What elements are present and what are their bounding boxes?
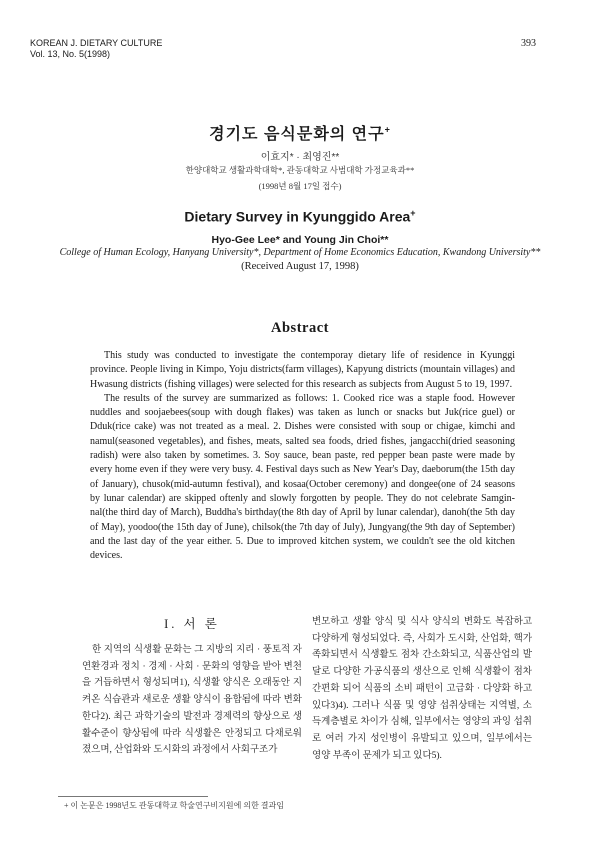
body-column-right xyxy=(312,614,532,764)
body-column-left xyxy=(82,642,302,759)
abstract-paragraph-1: This study was conducted to investigate the contemporay dietary life of residence in Kyunggi province. People living in Kimpo, Yoju districts(farm villages), Kapyung districts (mountain villages) and Hwasung districts (fishing villages) were selected for this research as subjects from August 5 to 19, 1997. xyxy=(90,350,515,390)
korean-title xyxy=(0,121,600,144)
english-title-text: Dietary Survey in Kyunggido Area xyxy=(184,208,411,225)
page-number: 393 xyxy=(521,38,536,49)
english-title xyxy=(0,208,600,225)
abstract-body xyxy=(90,349,515,563)
korean-title-mark: + xyxy=(384,124,391,135)
english-received-date: (Received August 17, 1998) xyxy=(241,261,359,272)
korean-received-date: (1998년 8월 17일 접수) xyxy=(258,181,342,191)
abstract-paragraph-2: The results of the survey are summarized as follows: 1. Cooked rice was a staple food. However nuddles and soojaebees(soup with dough flakes) was taken as lunch or snacks but Juk(rice guel) or Dduk(rice cake) was not treated as a meal. 2. Dishes were consisted with soup or chigae, kimchi and namul(seasoned vegetables), and fishes, meats, salted sea foods, dried fishes, jangacchi(dried seasoning radish) were also taken by sometimes. 3. Soy sauce, bean paste, red pepper bean paste were made by every home even if they were very busy. 4. Festival days such as New Year's Day, daeborum(the 15th day of January), chusok(mid-autumn festival), and kosaa(October ceremony) and dongee(one of 24 seasons by lunar calendar) are skipped oftenly and slowly forgotten by people. They do not celebrate Samgin-nal(the third day of March), Buddha's birthday(the 8th day of April by lunar calendar), danoh(the 5th day of May), yoodoo(the 15th day of June), chilsok(the 7th day of July), Jungyang(the 9th day of September) and the last day of the year either. 5. Due to improved kitchen system, we couldn't see the old kitchen devices. xyxy=(90,392,515,562)
footnote: + 이 논문은 1998년도 관동대학교 학술연구비지원에 의한 결과임 xyxy=(64,801,284,810)
english-affiliation: College of Human Ecology, Hanyang University*, Department of Home Economics Education, Kwandong University** xyxy=(59,247,541,258)
english-authors: Hyo-Gee Lee* and Young Jin Choi** xyxy=(211,234,389,246)
section-heading-introduction: I. 서 론 xyxy=(164,617,220,631)
korean-title-text: 경기도 음식문화의 연구 xyxy=(209,126,385,143)
journal-name: KOREAN J. DIETARY CULTURE xyxy=(30,38,163,48)
journal-volume: Vol. 13, No. 5(1998) xyxy=(30,49,111,59)
korean-authors: 이효지* · 최영진** xyxy=(260,152,340,163)
journal-header xyxy=(30,38,162,60)
footnote-divider xyxy=(58,796,208,797)
intro-paragraph-right: 변모하고 생활 양식 및 식사 양식의 변화도 복잡하고 다양하게 형성되었다. 즉, 사회가 도시화, 산업화, 핵가족화되면서 식생활도 점차 간소화되고, 식품산업의 발달로 다양한 가공식품의 생산으로 인해 식생활이 점차 간편화 되어 식품의 소비 패턴이 고급화 · 다양화 하고 있다3)4). 그러나 식품 및 영양 섭취상태는 지역별, 소득계층별로 차이가 심해, 일부에서는 영양의 과잉 섭취로 여러 가지 성인병이 유발되고 있으며, 일부에서는 영양 부족이 문제가 되고 있다5). xyxy=(312,617,532,761)
abstract-heading: Abstract xyxy=(271,320,329,336)
english-title-mark: + xyxy=(410,208,416,218)
korean-affiliation: 한양대학교 생활과학대학*, 관동대학교 사범대학 가정교육과** xyxy=(185,165,415,175)
intro-paragraph-left: 한 지역의 식생활 문화는 그 지방의 지리 · 풍토적 자연환경과 정치 · 경제 · 사회 · 문화의 영향을 받아 변천을 거듭하면서 형성되며1), 식생활 양식은 오래동안 지켜온 식습관과 새로운 생활 양식이 융합됨에 따라 변화한다2). 최근 과학기술의 발전과 경제력의 향상으로 생활수준이 향상됨에 따라 식생활은 안정되고 다채로워 졌으며, 산업화와 도시화의 과정에서 사회구조가 xyxy=(82,645,302,756)
